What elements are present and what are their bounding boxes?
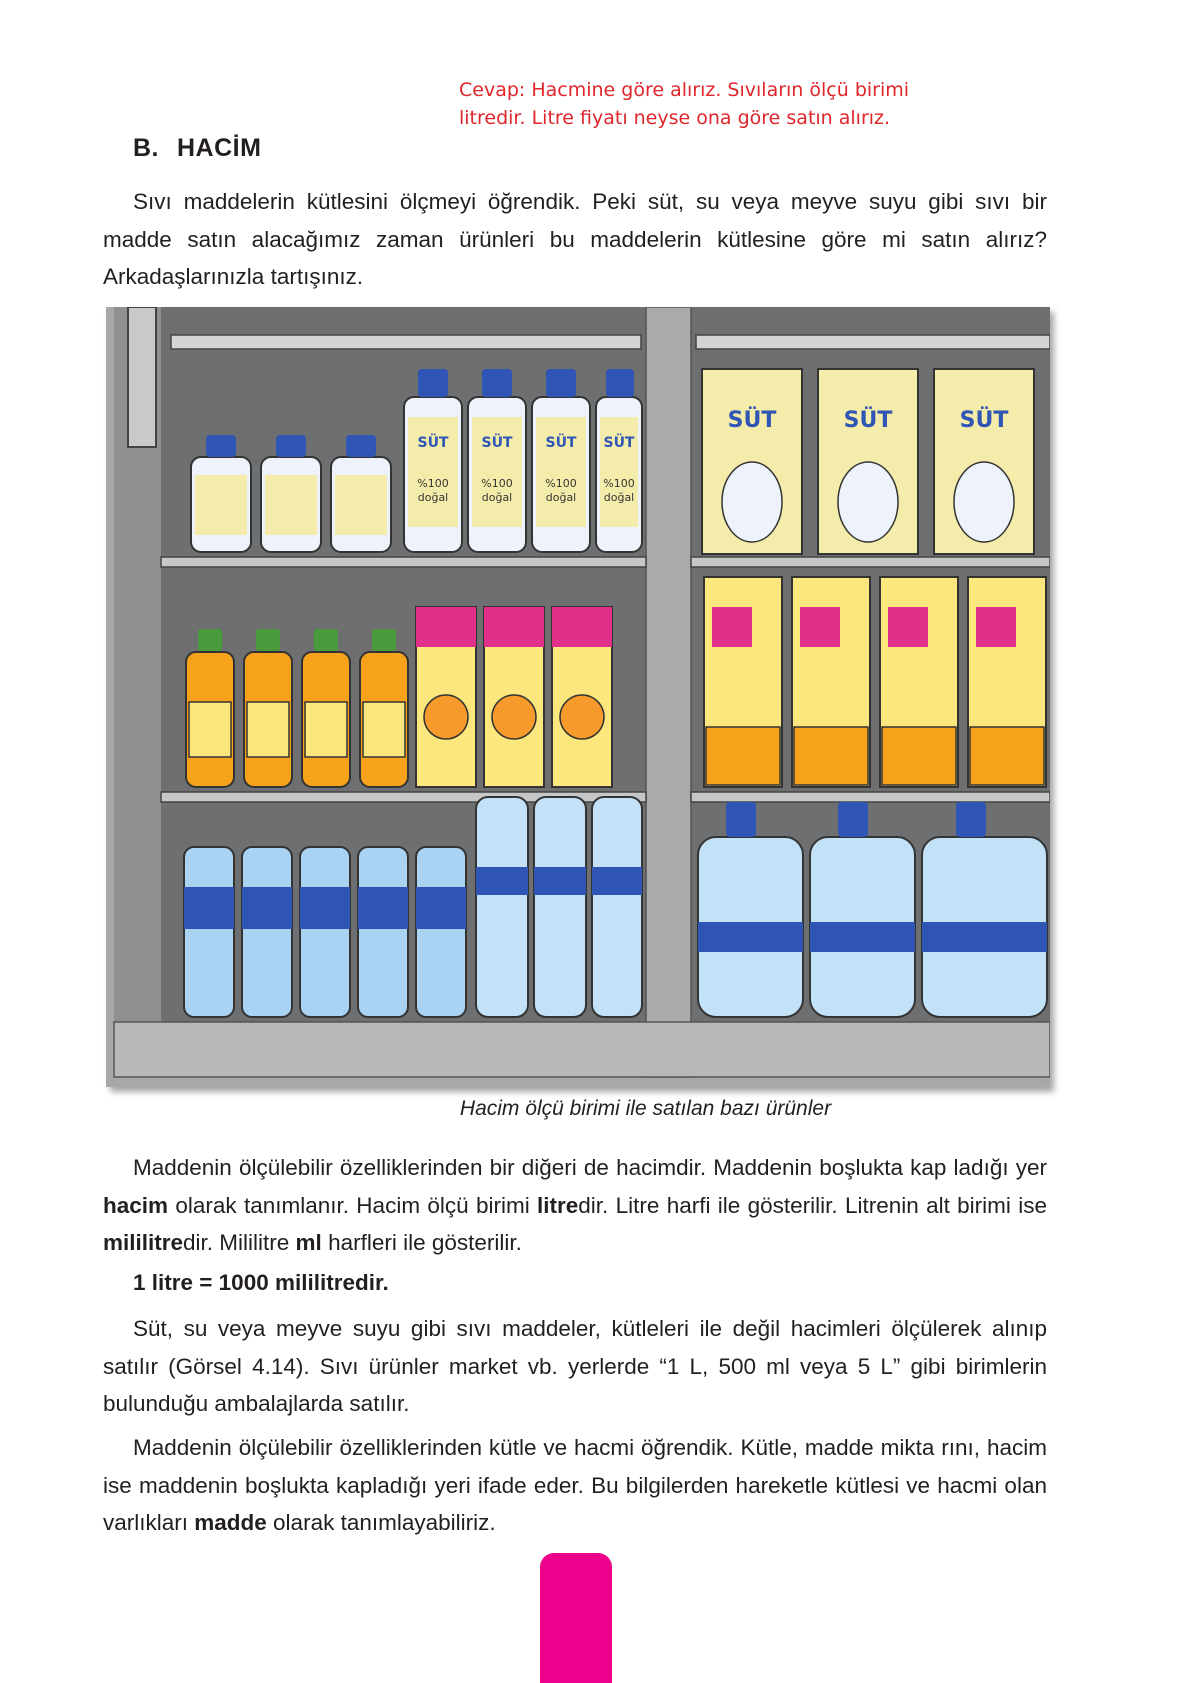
refrigerator-illustration	[106, 307, 1050, 1087]
milk-label: SÜT	[417, 435, 449, 451]
usage-paragraph	[103, 1310, 1047, 1423]
answer-line-2: litredir. Litre fiyatı neyse ona göre satın alırız.	[459, 107, 891, 129]
definition-text: dir. Mililitre	[183, 1230, 296, 1255]
milk-tag-line1: %100	[545, 477, 577, 490]
conclusion-paragraph	[103, 1429, 1047, 1542]
milk-tag-line1: %100	[417, 477, 449, 490]
conclusion-line-2: rını, hacim ise maddenin boşlukta kapladığı yeri ifade eder. Bu bilgilerden hareketle	[103, 1435, 1047, 1498]
page-tab	[540, 1553, 612, 1683]
milk-tag-line1: %100	[481, 477, 513, 490]
milk-label: SÜT	[481, 435, 513, 451]
intro-line-3: rız? Arkadaşlarınızla tartışınız.	[103, 226, 1047, 289]
usage-line-2: alınıp satılır (Görsel 4.14). Sıvı ürünler market vb. yerlerde “1 L, 500 ml veya 5 L” gibi	[103, 1316, 1047, 1379]
conclusion-text: olarak tanımlayabiliriz.	[266, 1510, 496, 1535]
milk-label: SÜT	[545, 435, 577, 451]
carton-label: SÜT	[959, 408, 1009, 433]
usage-line-1: Süt, su veya meyve suyu gibi sıvı maddeler, kütleleri ile değil hacimleri ölçülerek	[133, 1316, 982, 1341]
intro-line-1: Sıvı maddelerin kütlesini ölçmeyi öğrendik. Peki süt, su veya meyve suyu gibi sıvı	[133, 189, 1011, 214]
milk-tag-line2: doğal	[417, 491, 449, 504]
section-number: B.	[133, 134, 159, 162]
definition-line-1: Maddenin ölçülebilir özelliklerinden bir diğeri de hacimdir. Maddenin boşlukta kap	[133, 1155, 947, 1180]
peach-juice-cartons	[416, 607, 612, 787]
term-madde: madde	[194, 1510, 267, 1535]
answer-line-1: Cevap: Hacmine göre alırız. Sıvıların ölçü birimi	[459, 79, 910, 101]
conclusion-line-1: Maddenin ölçülebilir özelliklerinden kütle ve hacmi öğrendik. Kütle, madde mikta	[133, 1435, 935, 1460]
section-heading	[133, 134, 261, 163]
milk-tag-line1: %100	[603, 477, 635, 490]
small-milk-bottles	[191, 435, 391, 552]
section-title: HACİM	[177, 134, 262, 162]
milk-tag-line2: doğal	[603, 491, 635, 504]
definition-text: Litrenin alt birimi ise	[844, 1192, 1047, 1218]
carton-label: SÜT	[727, 408, 777, 433]
definition-text: olarak tanımlanır. Hacim ölçü birimi	[168, 1192, 538, 1218]
definition-paragraph	[103, 1149, 1047, 1262]
figure-caption: Hacim ölçü birimi ile satılan bazı ürünler	[459, 1097, 832, 1120]
carton-label: SÜT	[843, 408, 893, 433]
conclusion-text: kütlesi ve hacmi olan varlıkları	[103, 1472, 1047, 1535]
intro-paragraph	[103, 183, 1047, 296]
intro-line-2: bir madde satın alacağımız zaman ürünleri bu maddelerin kütlesine göre mi satın alı	[103, 189, 1047, 252]
term-mililitre: mililitre	[103, 1230, 184, 1255]
usage-line-3: birimlerin bulunduğu ambalajlarda satılır.	[103, 1353, 1047, 1416]
definition-text: ladığı yer	[953, 1155, 1047, 1180]
milk-cartons	[702, 369, 1034, 554]
term-hacim: hacim	[103, 1192, 169, 1218]
term-litre: litre	[537, 1192, 579, 1218]
definition-text: dir. Litre harfi ile gösterilir.	[578, 1192, 838, 1218]
definition-text: harfleri ile gösterilir.	[321, 1230, 522, 1255]
tall-water-bottles	[476, 797, 642, 1017]
term-ml: ml	[295, 1230, 322, 1255]
milk-tag-line2: doğal	[545, 491, 577, 504]
litre-formula: 1 litre = 1000 mililitredir.	[133, 1270, 389, 1295]
answer-note	[459, 76, 1019, 132]
milk-tag-line2: doğal	[481, 491, 513, 504]
milk-label: SÜT	[603, 435, 635, 451]
small-water-bottles	[184, 847, 466, 1017]
